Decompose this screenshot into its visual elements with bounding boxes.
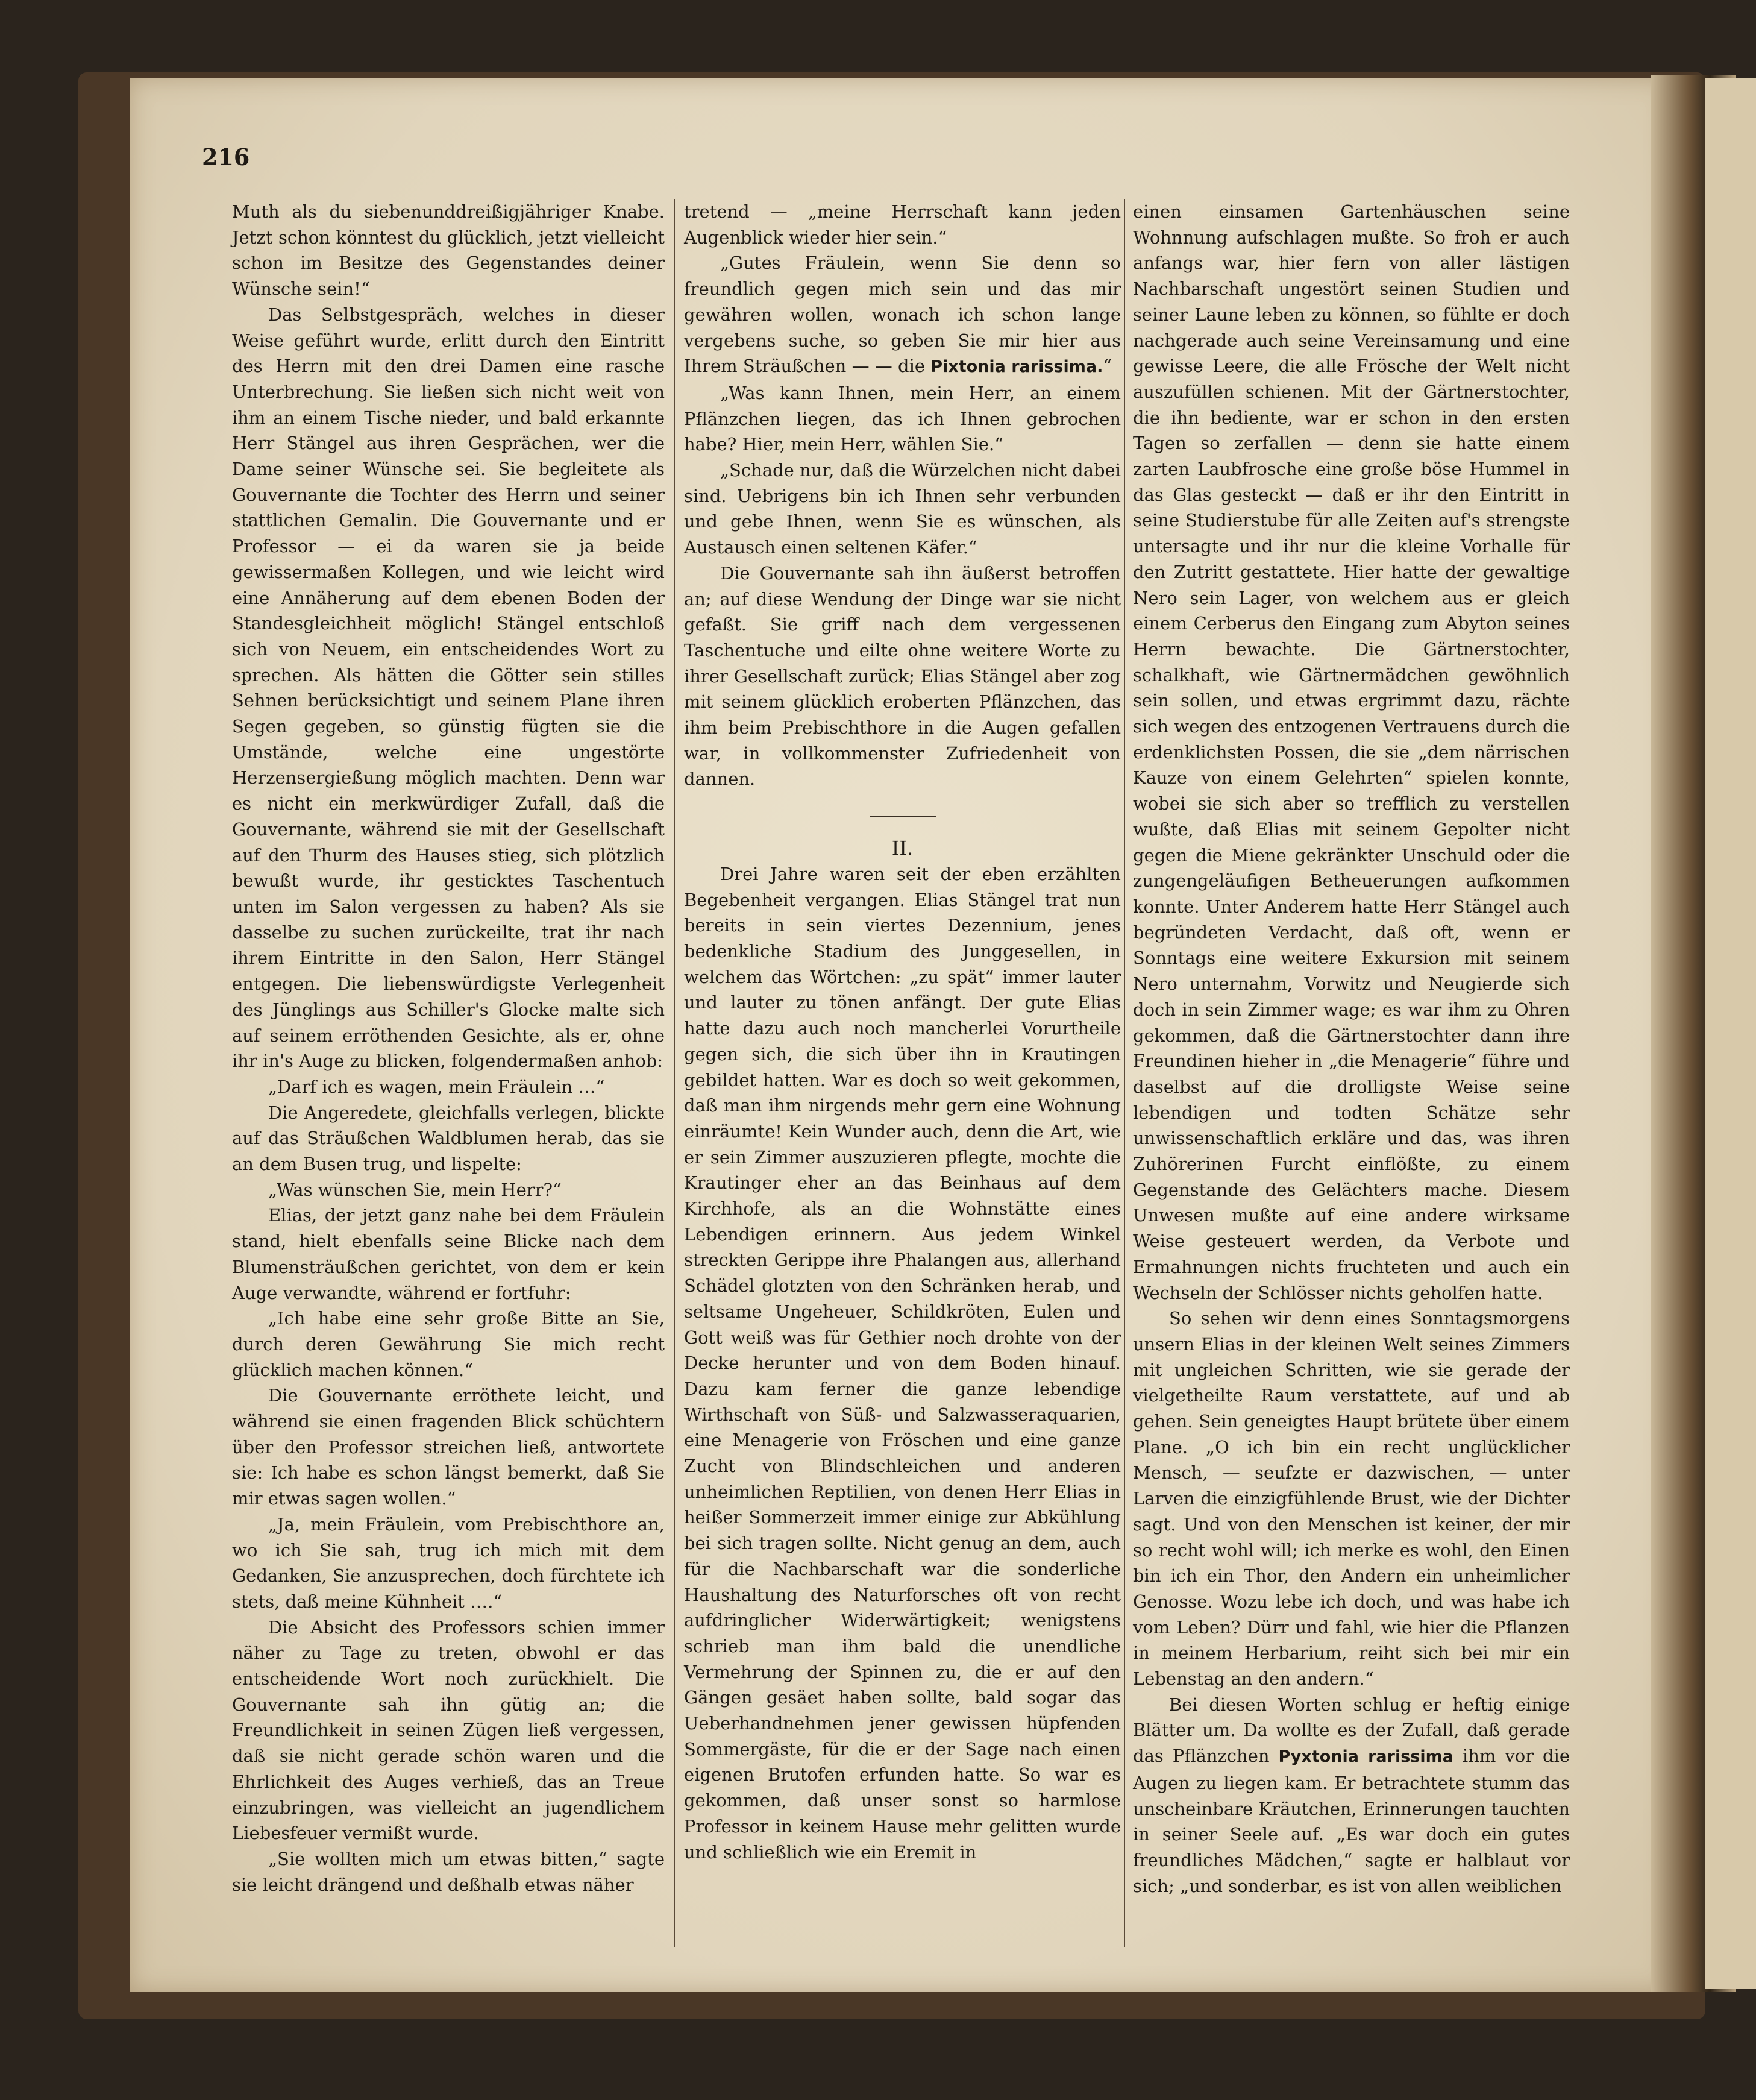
paragraph: Elias, der jetzt ganz nahe bei dem Fräulein stand, hielt ebenfalls seine Blicke nach dem Blumensträußchen gerichtet, von dem er kein Auge verwandte, während er fortfuhr:	[232, 1205, 665, 1303]
paragraph: „Was kann Ihnen, mein Herr, an einem Pflänzchen liegen, das ich Ihnen gebrochen habe? Hier, mein Herr, wählen Sie.“	[684, 382, 1121, 455]
paragraph: Die Gouvernante erröthete leicht, und während sie einen fragenden Blick schüchtern über den Professor streichen ließ, antwortete sie: Ich habe es schon längst bemerkt, daß Sie mir etwas sagen wollen.“	[232, 1385, 665, 1509]
paragraph: einen einsamen Gartenhäuschen seine Wohnnung aufschlagen mußte. So froh er auch anfangs war, hier fern von aller lästigen Nachbarschaft ungestört seinen Studien und seiner Laune leben zu können, so fühlte er doch nachgerade auch seine Vereinsamung und eine gewisse Leere, die alle Frösche der Welt nicht auszufüllen schienen. Mit der Gärtnerstochter, die ihn bediente, war er schon in den ersten Tagen so zerfallen — denn sie hatte einem zarten Laubfrosche eine große böse Hummel in das Glas gesteckt — daß er ihr den Eintritt in seine Studierstube für alle Zeiten auf's strengste untersagte und ihr nur die kleine Vorhalle für den Zutritt gestattete. Hier hatte der gewaltige Nero sein Lager, von welchem aus er gleich einem Cerberus den Eingang zum Abyton seines Herrn bewachte. Die Gärtnerstochter, schalkhaft, wie Gärtnermädchen gewöhnlich sein sollen, und etwas ergrimmt dazu, rächte sich wegen des entzogenen Vertrauens durch die erdenklichsten Possen, die sie „dem närrischen Kauze von einem Gelehrten“ spielen konnte, wobei sie sich aber so trefflich zu verstellen wußte, daß Elias mit seinem Gepolter nicht gegen die Miene gekränkter Unschuld oder die zungengeläufigen Betheuerungen aufkommen konnte. Unter Anderem hatte Herr Stängel auch begründeten Verdacht, daß oft, wenn er Sonntags eine weitere Exkursion mit seinem Nero unternahm, Vorwitz und Neugierde sich doch in sein Zimmer wage; es war ihm zu Ohren gekommen, daß die Gärtnerstochter dann ihre Freundinen hieher in „die Menagerie“ führe und daselbst auf die drolligste Weise seine lebendigen und todten Schätze sehr unwissenschaftlich erkläre und das, was ihren Zuhörerinen Furcht einflößte, zu einem Gegenstande des Gelächters mache. Diesem Unwesen mußte auf eine andere wirksame Weise gesteuert werden, da Verbote und Ermahnungen nichts fruchteten und auch ein Wechseln der Schlösser nichts geholfen hatte.	[1133, 201, 1570, 1303]
paragraph-text: ihm vor die Augen zu liegen kam. Er betrachtete stumm das unscheinbare Kräutchen, Erinnerungen tauchten in seiner Seele auf. „Es war doch ein gutes freundliches Mädchen,“ sagte er halblaut vor sich; „und sonderbar, es ist von allen weiblichen	[1133, 1746, 1570, 1896]
page-number: 216	[202, 143, 250, 171]
section-divider	[870, 816, 936, 817]
text-column-1	[232, 199, 665, 1897]
facing-page-edge	[1705, 78, 1756, 1989]
column-divider	[1124, 199, 1125, 1947]
text-column-2	[684, 199, 1121, 1865]
paragraph: tretend — „meine Herrschaft kann jeden Augenblick wieder hier sein.“	[684, 201, 1121, 248]
paragraph: „Schade nur, daß die Würzelchen nicht dabei sind. Uebrigens bin ich Ihnen sehr verbunden und gebe Ihnen, wenn Sie es wünschen, als Austausch einen seltenen Käfer.“	[684, 460, 1121, 558]
section-heading: II.	[891, 837, 914, 860]
paragraph-text: „Gutes Fräulein, wenn Sie denn so freundlich gegen mich sein und das mir gewähren wollen, wonach ich schon lange vergebens suche, so geben Sie mir hier aus Ihrem Sträußchen — — die	[684, 253, 1121, 377]
paragraph: Das Selbstgespräch, welches in dieser Weise geführt wurde, erlitt durch den Eintritt des Herrn mit den drei Damen eine rasche Unterbrechung. Sie ließen sich nicht weit von ihm an einem Tische nieder, und bald erkannte Herr Stängel aus ihren Gesprächen, wer die Dame seiner Wünsche sei. Sie begleitete als Gouvernante die Tochter des Herrn und seiner stattlichen Gemalin. Die Gouvernante und er Professor — ei da waren sie ja beide gewissermaßen Kollegen, und wie leicht wird eine Annäherung auf dem ebenen Boden der Standesgleichheit möglich! Stängel entschloß sich von Neuem, ein entscheidendes Wort zu sprechen. Als hätten die Götter sein stilles Sehnen berücksichtigt und seinem Plane ihren Segen gegeben, so günstig fügten sie die Umstände, welche eine ungestörte Herzensergießung möglich machten. Denn war es nicht ein merkwürdiger Zufall, daß die Gouvernante, während sie mit der Gesellschaft auf den Thurm des Hauses stieg, sich plötzlich bewußt wurde, ihr gesticktes Taschentuch unten im Salon vergessen zu haben? Als sie dasselbe zu suchen zurückeilte, trat ihr nach ihrem Eintritte in den Salon, Herr Stängel entgegen. Die liebenswürdigste Verlegenheit des Jünglings aus Schiller's Glocke malte sich auf seinem erröthenden Gesichte, als er, ohne ihr in's Auge zu blicken, folgendermaßen anhob:	[232, 304, 665, 1072]
plant-name: Pyxtonia rarissima	[1278, 1747, 1453, 1767]
paragraph: Drei Jahre waren seit der eben erzählten Begebenheit vergangen. Elias Stängel trat nun bereits in sein viertes Dezennium, jenes bedenkliche Stadium des Junggesellen, in welchem das Wörtchen: „zu spät“ immer lauter und lauter zu tönen anfängt. Der gute Elias hatte dazu auch noch mancherlei Vorurtheile gegen sich, die sich über ihn in Krautingen gebildet hatten. War es doch so weit gekommen, daß man ihm nirgends mehr gern eine Wohnung einräumte! Kein Wunder auch, denn die Art, wie er sein Zimmer auszuzieren pflegte, mochte die Krautinger eher an das Beinhaus auf dem Kirchhofe, als an die Wohnstätte eines Lebendigen erinnern. Aus jedem Winkel streckten Gerippe ihre Phalangen aus, allerhand Schädel glotzten von den Schränken herab, und seltsame Ungeheuer, Schildkröten, Eulen und Gott weiß was für Gethier noch drohte von der Decke herunter und von dem Boden hinauf. Dazu kam ferner die ganze lebendige Wirthschaft von Süß- und Salzwasseraquarien, eine Menagerie von Fröschen und eine ganze Zucht von Blindschleichen und anderen unheimlichen Reptilien, von denen Herr Elias in heißer Sommerzeit immer einige zur Abkühlung bei sich tragen sollte. Nicht genug an dem, auch für die Nachbarschaft war die sonderliche Haushaltung des Naturforsches oft von recht aufdringlicher Widerwärtigkeit; wenigstens schrieb man ihm bald die unendliche Vermehrung der Spinnen zu, die er auf den Gängen gesäet haben sollte, bald sogar das Ueberhandnehmen jener gewissen hüpfenden Sommergäste, für die er der Sage nach einen eigenen Brutofen erfunden hatte. So war es gekommen, daß unser sonst so harmlose Professor in keinem Hause mehr gelitten wurde und schließlich wie ein Eremit in	[684, 863, 1121, 1863]
paragraph	[1133, 1692, 1570, 1899]
paragraph: So sehen wir denn eines Sonntagsmorgens unsern Elias in der kleinen Welt seines Zimmers mit ungleichen Schritten, wie sie gerade der vielgetheilte Raum verstattete, auf und ab gehen. Sein geneigtes Haupt brütete über einem Plane. „O ich bin ein recht unglücklicher Mensch, — seufzte er dazwischen, — unter Larven die einzigfühlende Brust, wie der Dichter sagt. Und von den Menschen ist keiner, der mir so recht wohl will; ich merke es wohl, den Einen bin ich ein Thor, den Andern ein unheimlicher Genosse. Wozu lebe ich doch, und was habe ich vom Leben? Dürr und fahl, wie hier die Pflanzen in meinem Herbarium, reiht sich bei mir ein Lebenstag an den andern.“	[1133, 1308, 1570, 1690]
column-divider	[674, 199, 675, 1947]
paragraph: „Ja, mein Fräulein, vom Prebischthore an, wo ich Sie sah, trug ich mich mit dem Gedanken, Sie anzusprechen, doch fürchtete ich stets, daß meine Kühnheit ….“	[232, 1514, 665, 1612]
paragraph: „Darf ich es wagen, mein Fräulein …“	[268, 1076, 605, 1097]
paragraph: Muth als du siebenunddreißigjähriger Knabe. Jetzt schon könntest du glücklich, jetzt vielleicht schon im Besitze des Gegenstandes deiner Wünsche sein!“	[232, 201, 665, 300]
plant-name: Pixtonia rarissima.	[930, 357, 1103, 377]
paragraph: „Ich habe eine sehr große Bitte an Sie, durch deren Gewährung Sie mich recht glücklich machen können.“	[232, 1308, 665, 1380]
paragraph: „Sie wollten mich um etwas bitten,“ sagte sie leicht drängend und deßhalb etwas näher	[232, 1849, 665, 1895]
paragraph: Die Absicht des Professors schien immer näher zu Tage zu treten, obwohl er das entscheidende Wort noch zurückhielt. Die Gouvernante sah ihn gütig an; die Freundlichkeit in seinen Zügen ließ vergessen, daß sie nicht gerade schön waren und die Ehrlichkeit des Auges verhieß, das an Treue einzubringen, was vielleicht an jugendlichem Liebesfeuer vermißt wurde.	[232, 1617, 665, 1844]
paragraph: Die Angeredete, gleichfalls verlegen, blickte auf das Sträußchen Waldblumen herab, das sie an dem Busen trug, und lispelte:	[232, 1102, 665, 1175]
paragraph: „Gutes Fräulein, wenn Sie denn so freundlich gegen mich sein und das mir gewähren wollen, wonach ich schon lange vergebens suche, so geben Sie mir hier aus Ihrem Sträußchen — — die Pixtonia rarissima.“	[684, 253, 1121, 377]
paragraph-text: Bei diesen Worten schlug er heftig einige Blätter um. Da wollte es der Zufall, daß gerade das Pflänzchen	[1133, 1694, 1570, 1767]
text-column-3	[1133, 199, 1570, 1899]
paragraph: Die Gouvernante sah ihn äußerst betroffen an; auf diese Wendung der Dinge war sie nicht gefaßt. Sie griff nach dem vergessenen Taschentuche und eilte ohne weitere Worte zu ihrer Gesellschaft zurück; Elias Stängel aber zog mit seinem glücklich eroberten Pflänzchen, das ihm beim Prebischthore in die Augen gefallen war, in vollkommenster Zufriedenheit von dannen.	[684, 562, 1121, 790]
paragraph: „Was wünschen Sie, mein Herr?“	[268, 1179, 562, 1200]
